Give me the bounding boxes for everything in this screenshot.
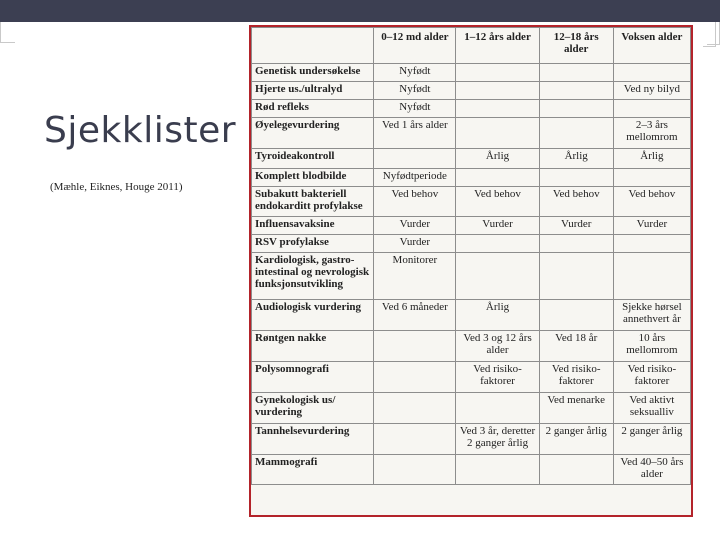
table-cell: 2 ganger årlig [539,424,613,455]
table-cell: Nyfødt [374,82,456,100]
column-header: Voksen alder [613,28,690,64]
table-row [252,100,691,118]
table-cell [456,118,539,149]
column-header [252,28,374,64]
table-cell [456,82,539,100]
table-cell: Nyfødt [374,100,456,118]
table-cell: Ved behov [456,187,539,217]
table-row [252,455,691,485]
table-cell: Vurder [613,217,690,235]
table-cell [456,169,539,187]
checklist-table-image [249,25,693,517]
row-label: Hjerte us./ultralyd [252,82,374,100]
table-cell: Vurder [374,235,456,253]
table-cell: Sjekke hørsel annethvert år [613,300,690,331]
row-label: Polysomnografi [252,362,374,393]
table-row [252,235,691,253]
table-cell [539,118,613,149]
column-header: 1–12 års alder [456,28,539,64]
table-cell: Ved ny bilyd [613,82,690,100]
table-cell [456,235,539,253]
table-cell: Ved behov [374,187,456,217]
top-bar [0,0,720,22]
table-row [252,362,691,393]
row-label: Tyroideakontroll [252,149,374,169]
table-cell [613,169,690,187]
table-cell: Ved behov [613,187,690,217]
table-cell: Ved 1 års alder [374,118,456,149]
table-cell [374,424,456,455]
table-row [252,187,691,217]
slide-title: Sjekklister [44,110,237,151]
table-cell [456,253,539,300]
table-cell: Ved risiko-faktorer [613,362,690,393]
table-cell: 2 ganger årlig [613,424,690,455]
table-cell [613,235,690,253]
row-label: Tannhelsevurdering [252,424,374,455]
checklist-table [251,27,691,485]
table-cell: Ved 18 år [539,331,613,362]
table-cell: Vurder [456,217,539,235]
table-cell: Årlig [456,149,539,169]
table-cell: Årlig [539,149,613,169]
row-label: Øyelegevurdering [252,118,374,149]
table-cell: Vurder [539,217,613,235]
table-cell [539,100,613,118]
table-cell [539,64,613,82]
table-row [252,169,691,187]
table-row [252,253,691,300]
table-cell [374,455,456,485]
table-cell: Ved risiko-faktorer [539,362,613,393]
row-label: Subakutt bakteriell endokarditt profylakse [252,187,374,217]
table-cell [613,253,690,300]
table-cell [613,100,690,118]
table-cell: Nyfødt [374,64,456,82]
table-cell: Ved menarke [539,393,613,424]
table-row [252,118,691,149]
table-cell [539,300,613,331]
table-row [252,331,691,362]
table-cell [539,235,613,253]
table-cell [456,64,539,82]
table-cell: Årlig [613,149,690,169]
column-header: 12–18 års alder [539,28,613,64]
table-row [252,217,691,235]
table-cell: Monitorer [374,253,456,300]
table-cell: Ved aktivt seksualliv [613,393,690,424]
table-cell: Ved 6 måneder [374,300,456,331]
table-row [252,82,691,100]
row-label: Mammografi [252,455,374,485]
table-cell: Ved 40–50 års alder [613,455,690,485]
table-row [252,393,691,424]
table-cell: Ved 3 og 12 års alder [456,331,539,362]
table-cell [456,393,539,424]
table-cell [539,455,613,485]
table-cell [613,64,690,82]
table-cell [374,331,456,362]
row-label: Genetisk undersøkelse [252,64,374,82]
table-cell [539,253,613,300]
table-row [252,149,691,169]
table-row [252,424,691,455]
table-cell: 10 års mellomrom [613,331,690,362]
row-label: Røntgen nakke [252,331,374,362]
table-cell [539,82,613,100]
row-label: RSV profylakse [252,235,374,253]
table-cell [539,169,613,187]
row-label: Komplett blodbilde [252,169,374,187]
row-label: Gynekologisk us/ vurdering [252,393,374,424]
table-cell: Ved risiko-faktorer [456,362,539,393]
row-label: Kardiologisk, gastro-intestinal og nevrologisk funksjonsutvikling [252,253,374,300]
table-row [252,300,691,331]
table-cell: Vurder [374,217,456,235]
table-cell [456,455,539,485]
row-label: Audiologisk vurdering [252,300,374,331]
column-header: 0–12 md alder [374,28,456,64]
table-cell [374,393,456,424]
table-header-row [252,28,691,64]
table-cell: Ved 3 år, deretter 2 ganger årlig [456,424,539,455]
row-label: Rød refleks [252,100,374,118]
table-cell [374,362,456,393]
table-cell: Nyfødtperiode [374,169,456,187]
table-cell: Årlig [456,300,539,331]
table-cell [374,149,456,169]
table-cell [456,100,539,118]
slide-citation: (Mæhle, Eiknes, Houge 2011) [50,181,183,193]
row-label: Influensavaksine [252,217,374,235]
corner-decoration-left [0,22,15,43]
table-cell: 2–3 års mellomrom [613,118,690,149]
table-cell: Ved behov [539,187,613,217]
corner-decoration-right-inner [703,22,716,47]
table-row [252,64,691,82]
